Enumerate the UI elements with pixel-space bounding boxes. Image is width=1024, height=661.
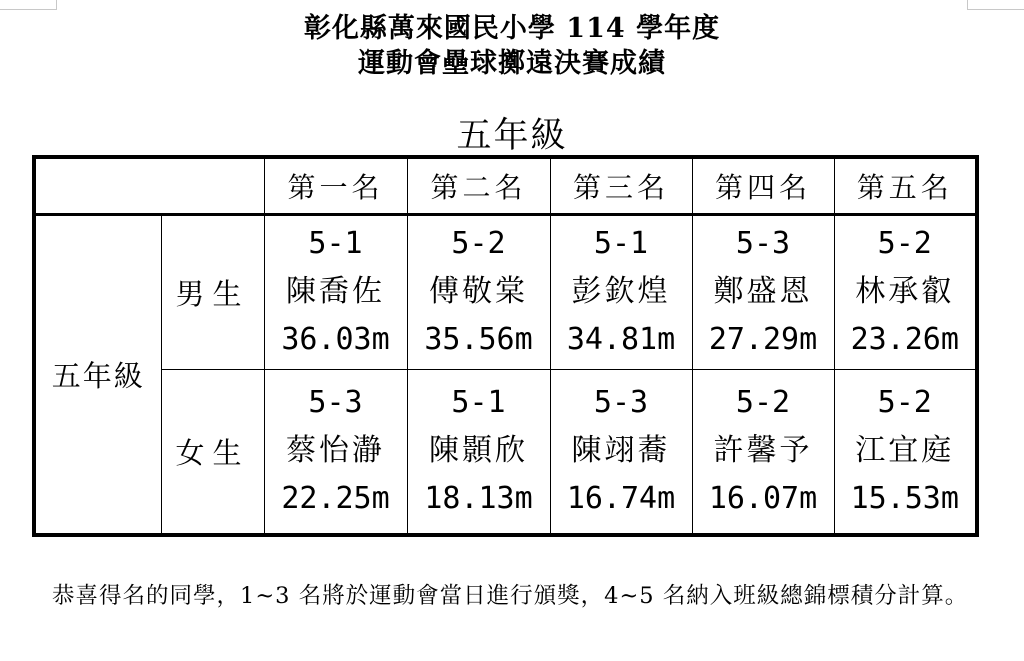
class-number: 5-1 xyxy=(593,226,649,261)
corner-mark-right-horizontal xyxy=(967,9,1024,10)
grade-group-label: 五年級 xyxy=(34,214,161,535)
throw-distance: 15.53m xyxy=(850,481,959,517)
rank-header: 第一名 xyxy=(264,157,407,214)
class-number: 5-2 xyxy=(735,385,791,421)
table-row-girls xyxy=(34,369,977,535)
student-name: 許馨予 xyxy=(713,433,813,469)
student-name: 彭欽煌 xyxy=(571,274,671,309)
document-subtitle: 運動會壘球擲遠決賽成績 xyxy=(358,48,666,79)
rank-header: 第五名 xyxy=(834,157,977,214)
result-cell xyxy=(692,214,834,369)
class-number: 5-3 xyxy=(308,385,363,421)
result-cell xyxy=(692,369,834,535)
throw-distance: 16.74m xyxy=(566,481,676,517)
result-cell xyxy=(264,214,407,369)
table-row-boys xyxy=(34,214,977,369)
class-number: 5-1 xyxy=(451,385,506,421)
student-name: 江宜庭 xyxy=(855,433,955,469)
class-number: 5-2 xyxy=(877,385,932,421)
result-cell xyxy=(834,369,977,535)
rank-header: 第二名 xyxy=(407,157,550,214)
rank-header: 第三名 xyxy=(550,157,692,214)
table-header-row xyxy=(34,157,977,214)
document-title: 彰化縣萬來國民小學 114 學年度 xyxy=(303,13,721,44)
corner-mark-left-horizontal xyxy=(0,9,57,10)
class-number: 5-2 xyxy=(877,226,932,261)
student-name: 陳顥欣 xyxy=(429,433,528,469)
result-cell xyxy=(407,369,550,535)
class-number: 5-3 xyxy=(593,385,649,421)
header-empty-cell xyxy=(34,157,264,214)
throw-distance: 16.07m xyxy=(708,481,818,517)
result-cell xyxy=(834,214,977,369)
throw-distance: 18.13m xyxy=(424,481,533,517)
grade-heading: 五年級 xyxy=(456,116,568,156)
award-note: 恭喜得名的同學，1~3 名將於運動會當日進行頒獎，4~5 名納入班級總錦標積分計算。 xyxy=(52,583,969,609)
throw-distance: 35.56m xyxy=(424,322,533,357)
student-name: 陳翊蕎 xyxy=(571,433,671,469)
rank-header: 第四名 xyxy=(692,157,834,214)
student-name: 陳喬佐 xyxy=(286,274,385,309)
student-name: 林承叡 xyxy=(855,274,955,309)
student-name: 傅敬棠 xyxy=(429,274,528,309)
throw-distance: 27.29m xyxy=(708,322,818,357)
throw-distance: 34.81m xyxy=(566,322,676,357)
class-number: 5-1 xyxy=(308,226,363,261)
result-cell xyxy=(264,369,407,535)
student-name: 蔡怡瀞 xyxy=(286,433,385,469)
throw-distance: 23.26m xyxy=(850,322,959,357)
class-number: 5-3 xyxy=(735,226,791,261)
class-number: 5-2 xyxy=(451,226,506,261)
result-cell xyxy=(407,214,550,369)
student-name: 鄭盛恩 xyxy=(713,274,813,309)
throw-distance: 22.25m xyxy=(281,481,390,517)
result-cell xyxy=(550,214,692,369)
throw-distance: 36.03m xyxy=(281,322,390,357)
results-table xyxy=(32,155,979,537)
result-cell xyxy=(550,369,692,535)
gender-label-boys: 男生 xyxy=(161,214,264,369)
gender-label-girls: 女生 xyxy=(161,369,264,535)
